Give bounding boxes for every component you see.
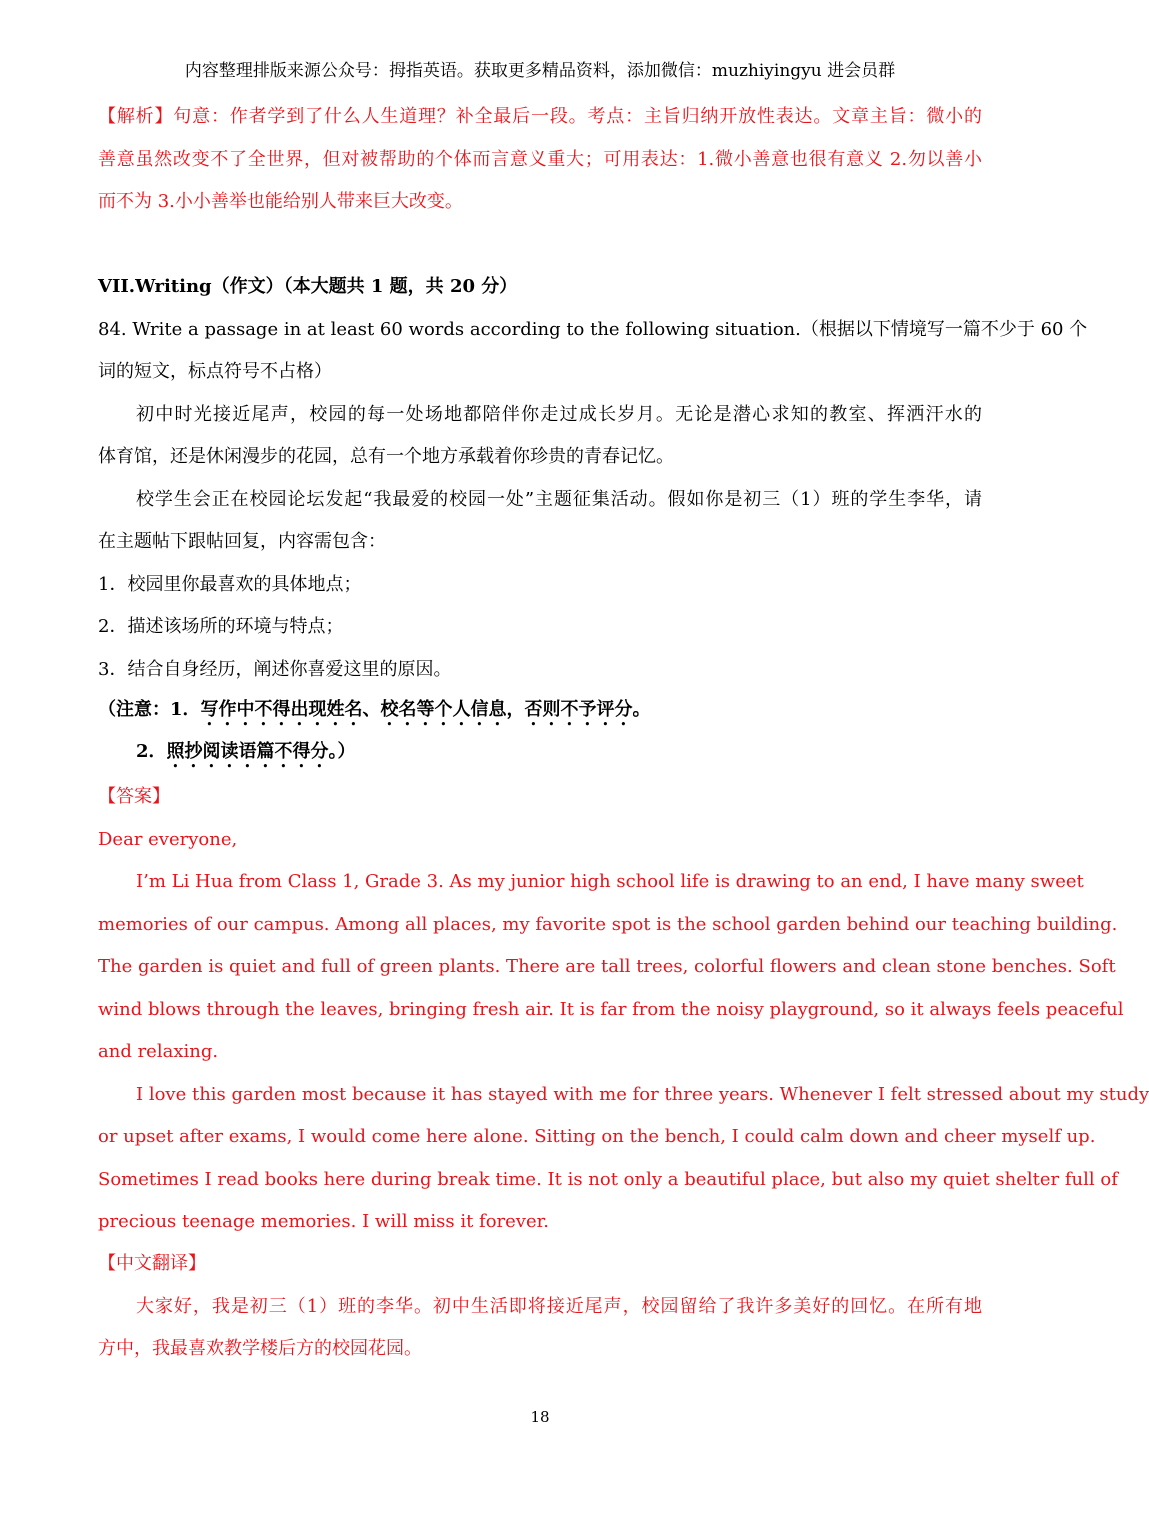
note-suffix: 。）	[328, 741, 356, 762]
requirement-item: 1．校园里你最喜欢的具体地点；	[98, 574, 362, 595]
answer-greeting: Dear everyone,	[98, 829, 238, 850]
situation-paragraph: 初中时光接近尾声，校园的每一处场地都陪伴你走过成长岁月。无论是潜心求知的教室、挥洒汗水的	[136, 404, 982, 425]
analysis-line: 善意虽然改变不了全世界，但对被帮助的个体而言意义重大；可用表达：1.微小善意也很有意义 2.勿以善小	[98, 149, 982, 170]
answer-line: or upset after exams, I would come here alone. Sitting on the bench, I could calm down and cheer myself up.	[98, 1126, 1096, 1147]
question-prompt: 84. Write a passage in at least 60 words according to the following situation.（根据以下情境写一篇不少于 60 个	[98, 319, 1088, 340]
analysis-line: 【解析】句意：作者学到了什么人生道理？补全最后一段。考点：主旨归纳开放性表达。文章主旨：微小的	[98, 106, 982, 127]
note-suffix: 。	[632, 699, 651, 720]
answer-line: The garden is quiet and full of green plants. There are tall trees, colorful flowers and clean stone benches. Soft	[98, 956, 1116, 977]
situation-paragraph: 体育馆，还是休闲漫步的花园，总有一个地方承载着你珍贵的青春记忆。	[98, 446, 674, 467]
note-emphasis: 照抄阅读语篇不得分	[166, 741, 329, 762]
answer-label: 【答案】	[98, 786, 170, 807]
answer-line: I love this garden most because it has stayed with me for three years. Whenever I felt stressed about my study	[136, 1084, 1149, 1105]
translation-line: 大家好，我是初三（1）班的李华。初中生活即将接近尾声，校园留给了我许多美好的回忆。在所有地	[136, 1296, 982, 1317]
note-line	[98, 697, 982, 731]
task-paragraph: 校学生会正在校园论坛发起“我最爱的校园一处”主题征集活动。假如你是初三（1）班的学生李华，请	[136, 489, 982, 510]
task-paragraph: 在主题帖下跟帖回复，内容需包含：	[98, 531, 386, 552]
answer-line: precious teenage memories. I will miss it forever.	[98, 1211, 549, 1232]
translation-line: 方中，我最喜欢教学楼后方的校园花园。	[98, 1338, 422, 1359]
question-prompt: 词的短文，标点符号不占格）	[98, 361, 332, 382]
note-prefix: 2．	[136, 741, 167, 762]
analysis-line: 而不为 3.小小善举也能给别人带来巨大改变。	[98, 191, 463, 212]
answer-line: memories of our campus. Among all places, my favorite spot is the school garden behind our teaching building.	[98, 914, 1118, 935]
note-prefix: （注意：1．	[98, 699, 201, 720]
note-line	[98, 739, 982, 773]
note-emphasis: 写作中不得出现姓名、校名等个人信息，否则不予评分	[200, 699, 633, 720]
page-number: 18	[530, 1408, 550, 1426]
section-title: VII.Writing（作文）（本大题共 1 题，共 20 分）	[98, 276, 518, 297]
page-header: 内容整理排版来源公众号：拇指英语。获取更多精品资料，添加微信：muzhiyingyu 进会员群	[184, 61, 896, 81]
answer-line: Sometimes I read books here during break time. It is not only a beautiful place, but also my quiet shelter full of	[98, 1169, 1118, 1190]
answer-line: and relaxing.	[98, 1041, 219, 1062]
translation-label: 【中文翻译】	[98, 1253, 206, 1274]
answer-line: I’m Li Hua from Class 1, Grade 3. As my junior high school life is drawing to an end, I have many sweet	[136, 871, 1084, 892]
answer-line: wind blows through the leaves, bringing fresh air. It is far from the noisy playground, so it always feels peaceful	[98, 999, 1124, 1020]
requirement-item: 3．结合自身经历，阐述你喜爱这里的原因。	[98, 659, 452, 680]
requirement-item: 2．描述该场所的环境与特点；	[98, 616, 344, 637]
